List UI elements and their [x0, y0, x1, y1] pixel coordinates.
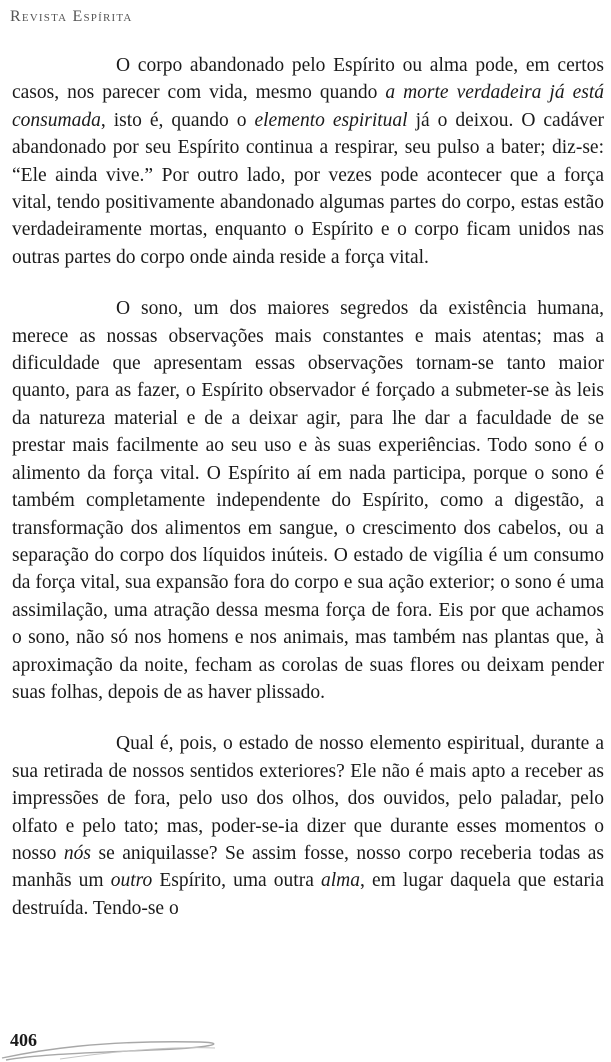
emphasis-text: alma: [321, 870, 360, 892]
paragraph-1: [12, 52, 604, 271]
page-footer: [0, 1028, 611, 1062]
text-run: se aniquilasse? Se assim fosse, nosso corpo receberia todas as manhãs um: [12, 842, 604, 892]
decorative-swoosh-icon: [0, 1028, 260, 1062]
emphasis-text: nós: [63, 842, 92, 864]
text-run: O corpo abandonado pelo Espírito ou alma pode, em certos casos, nos parecer com vida, mesmo quando: [12, 55, 604, 104]
running-header: Revista Espírita: [10, 8, 133, 25]
paragraph-2: [12, 295, 604, 706]
paragraph-3: [12, 730, 604, 922]
page-body: [12, 52, 604, 922]
emphasis-text: a morte verdadeira já está consumada: [12, 82, 604, 131]
page-number: 406: [10, 1030, 37, 1050]
text-run: Espírito, uma outra: [152, 870, 321, 892]
text-run: O sono, um dos maiores segredos da existência humana, merece as nossas observações mais constantes e mais atentas; mas a dificuldade que apresentam essas observações tornam-se tanto maior quanto, para as fazer, o Espírito observador é forçado a submeter-se às leis da natureza material e de a deixar agir, para lhe dar a faculdade de se prestar mais facilmente ao seu uso e às suas experiências. Todo sono é o alimento da força vital. O Espírito aí em nada participa, porque o sono é também completamente independente do Espírito, como a digestão, a transformação dos alimentos em sangue, o crescimento dos cabelos, ou a separação do corpo dos líquidos inúteis. O estado de vigília é um consumo da força vital, sua expansão fora do corpo e sua ação exterior; o sono é uma assimilação, uma atração dessa mesma força de fora. Eis por que achamos o sono, não só nos homens e nos animais, mas também nas plantas que, à aproximação da noite, fecham as corolas de suas flores ou deixam pender suas folhas, depois de as haver plissado.: [12, 298, 604, 703]
text-run: , em lugar daquela que estaria destruída. Tendo-se o: [12, 870, 605, 919]
emphasis-text: outro: [110, 870, 153, 892]
text-run: já o deixou. O cadáver abandonado por seu Espírito continua a respirar, seu pulso a bater; diz-se: “Ele ainda vive.” Por outro lado, por vezes pode acontecer que a força vital, tendo positivamente abandonado algumas partes do corpo, estas estão verdadeiramente mortas, enquanto o Espírito e o corpo ficam unidos nas outras partes do corpo onde ainda reside a força vital.: [12, 109, 604, 268]
text-run: , isto é, quando o: [100, 109, 255, 131]
emphasis-text: elemento espiritual: [254, 109, 408, 131]
text-run: Qual é, pois, o estado de nosso elemento espiritual, durante a sua retirada de nossos sentidos exteriores? Ele não é mais apto a receber as impressões de fora, pelo uso dos olhos, dos ouvidos, pelo paladar, pelo olfato e pelo tato; mas, poder-se-ia dizer que durante esses momentos o nosso: [12, 733, 604, 864]
